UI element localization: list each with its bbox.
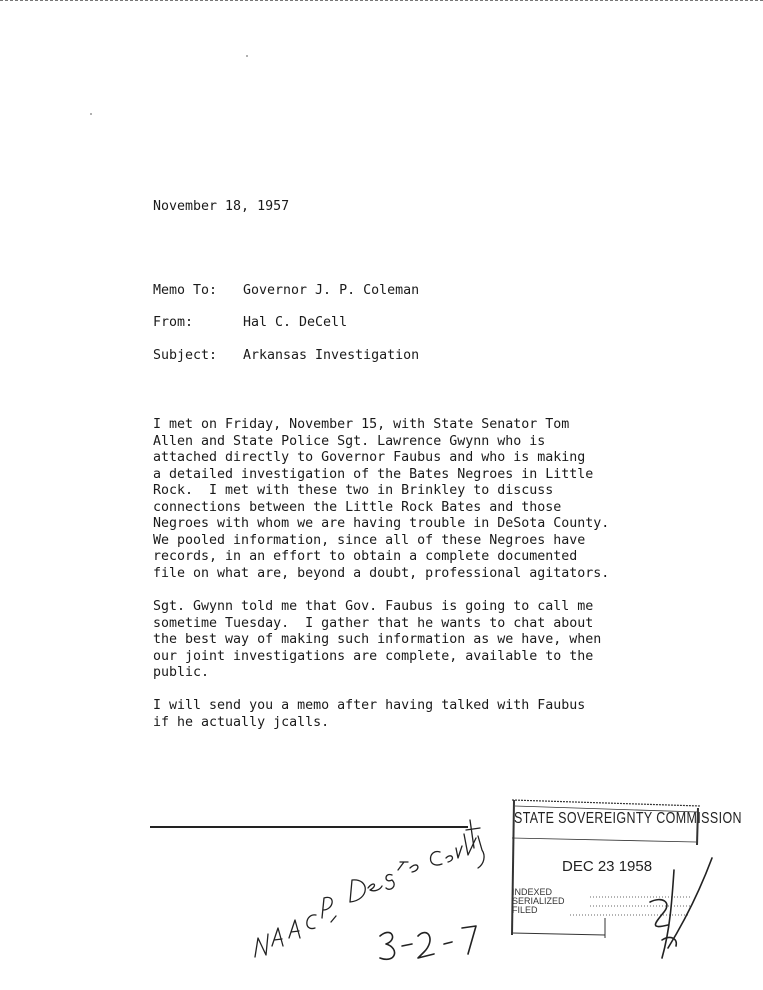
text-line: records, in an effort to obtain a complete documented — [153, 549, 578, 564]
stamp-indexed-label: INDEXED — [512, 887, 553, 897]
memo-to-label: Memo To: — [153, 283, 218, 298]
stamp-date: DEC 23 1958 — [562, 858, 653, 875]
text-line: Allen and State Police Sgt. Lawrence Gwynn who is — [153, 433, 546, 449]
text-line: connections between the Little Rock Bates and those — [153, 499, 562, 515]
text-line: the best way of making such information as we have, when — [153, 632, 602, 647]
text-line: file on what are, beyond a doubt, professional agitators. — [153, 565, 610, 581]
memo-from-label: From: — [153, 315, 194, 330]
text-line: We pooled information, since all of these Negroes have — [153, 532, 586, 548]
text-line: Negroes with whom we are having trouble in DeSota County. — [153, 516, 610, 531]
text-line: Sgt. Gwynn told me that Gov. Faubus is going to call me — [153, 599, 594, 614]
stamp-title: STATE SOVEREIGNTY COMMISSION — [514, 810, 742, 827]
stamp-filed-label: FILED — [512, 905, 538, 915]
handwritten-initials — [650, 858, 712, 958]
memo-subject-label: Subject: — [153, 348, 218, 363]
text-line: I met on Friday, November 15, with State Senator Tom — [153, 417, 570, 432]
text-line: sometime Tuesday. I gather that he wants to chat about — [153, 615, 594, 631]
text-line: public. — [153, 665, 210, 680]
handwritten-note — [255, 820, 484, 957]
memo-to-value: Governor J. P. Coleman — [243, 283, 420, 298]
text-line: attached directly to Governor Faubus and who is making — [153, 450, 586, 465]
text-line: Rock. I met with these two in Brinkley to discuss — [153, 483, 554, 498]
memo-subject-value: Arkansas Investigation — [243, 348, 420, 363]
text-line: a detailed investigation of the Bates Negroes in Little — [153, 466, 594, 482]
stamp-border — [512, 800, 700, 938]
memo-from-value: Hal C. DeCell — [243, 315, 348, 330]
text-line: I will send you a memo after having talked with Faubus — [153, 698, 586, 713]
memo-date: November 18, 1957 — [153, 199, 290, 214]
handwritten-code — [380, 926, 476, 959]
stamp-serialized-label: SERIALIZED — [512, 896, 565, 906]
text-line: our joint investigations are complete, available to the — [153, 648, 594, 664]
text-line: if he actually jcalls. — [153, 714, 330, 730]
